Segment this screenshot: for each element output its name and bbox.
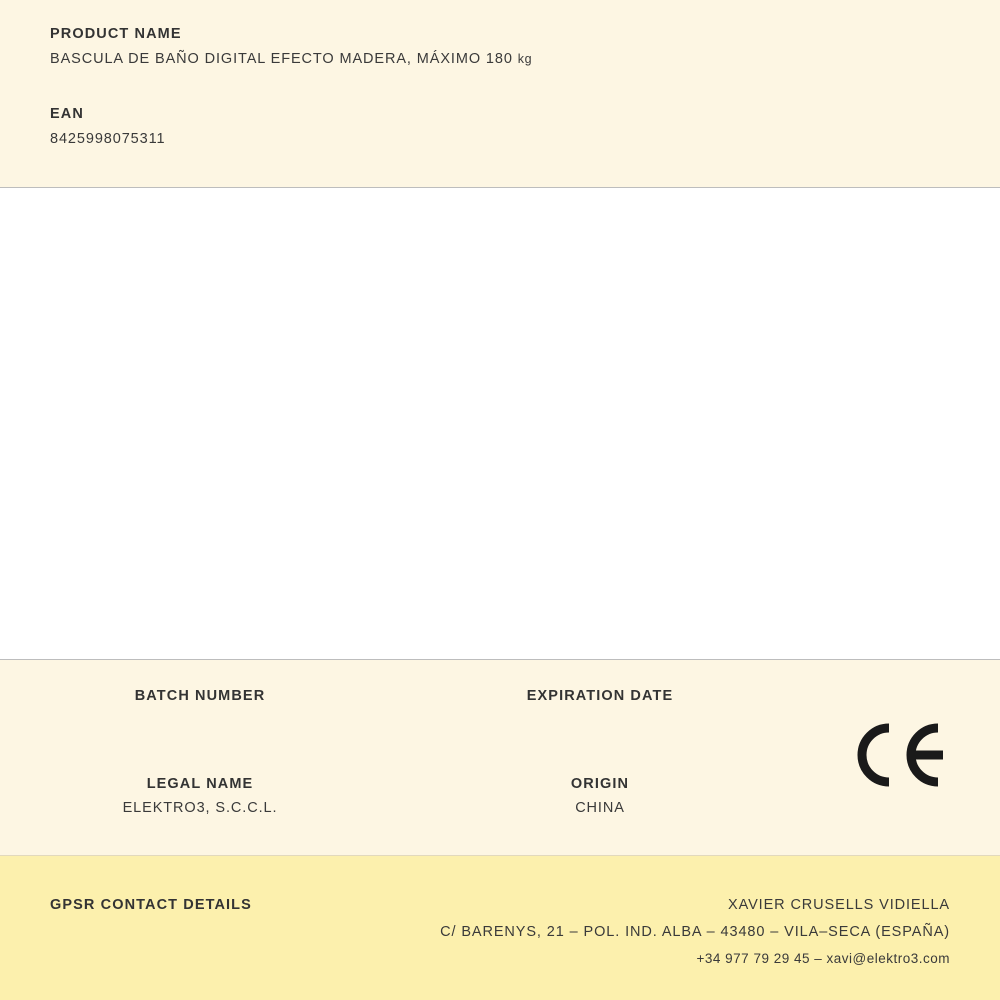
legal-name-field <box>0 776 400 817</box>
product-name-text: BASCULA DE BAÑO DIGITAL EFECTO MADERA, MÁXIMO 180 <box>50 51 513 67</box>
origin-field <box>400 776 800 817</box>
ce-marking-icon <box>856 722 948 788</box>
product-details-block <box>0 660 1000 856</box>
gpsr-contact-address: C/ BARENYS, 21 – POL. IND. ALBA – 43480 – VILA–SECA (ESPAÑA) <box>440 924 950 940</box>
product-image-area <box>0 188 1000 660</box>
gpsr-contact-label: GPSR CONTACT DETAILS <box>50 897 252 913</box>
product-name-label: PRODUCT NAME <box>50 26 182 42</box>
product-name-unit: kg <box>517 52 533 66</box>
legal-name-value: ELEKTRO3, S.C.C.L. <box>122 800 278 816</box>
batch-number-value <box>0 712 400 729</box>
gpsr-contact-name: XAVIER CRUSELLS VIDIELLA <box>728 897 950 913</box>
ean-label: EAN <box>50 106 84 122</box>
details-row-batch <box>0 660 800 729</box>
gpsr-contact-phone-email: +34 977 79 29 45 – xavi@elektro3.com <box>696 951 950 966</box>
expiration-date-field <box>400 688 800 729</box>
gpsr-footer <box>0 856 1000 1000</box>
batch-number-label: BATCH NUMBER <box>134 688 266 704</box>
legal-name-label: LEGAL NAME <box>146 776 254 792</box>
details-row-legal <box>0 729 800 817</box>
expiration-date-label: EXPIRATION DATE <box>526 688 674 704</box>
product-name-value <box>50 51 950 67</box>
gpsr-contact-details <box>440 897 950 977</box>
origin-label: ORIGIN <box>570 776 630 792</box>
origin-value: CHINA <box>575 800 625 816</box>
product-identification-block <box>0 0 1000 188</box>
ean-value: 8425998075311 <box>50 131 166 147</box>
batch-number-field <box>0 688 400 729</box>
expiration-date-value <box>400 712 800 729</box>
